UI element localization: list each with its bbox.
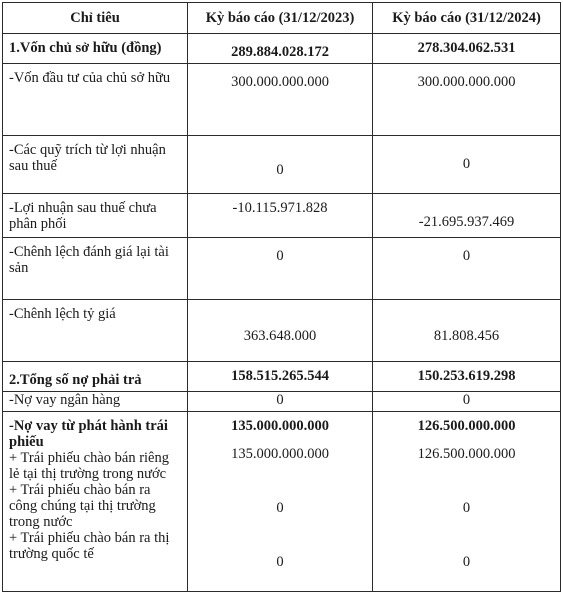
row-label-owner-equity: 1.Vốn chủ sở hữu (đồng) [3,34,188,64]
header-period-2023: Kỳ báo cáo (31/12/2023) [188,3,373,34]
row-label-exchange-diff: -Chênh lệch tỷ giá [3,300,188,362]
table-row [3,300,561,362]
bond-private-domestic-2023: 135.000.000.000 [231,446,329,462]
bond-international-2024: 0 [462,554,471,570]
cell-invested-capital-2023: 300.000.000.000 [188,64,373,136]
cell-owner-equity-2023: 289.884.028.172 [188,34,373,64]
cell-bond-debt-2024 [373,412,561,592]
header-indicator: Chỉ tiêu [3,3,188,34]
row-label-bank-loans: -Nợ vay ngân hàng [3,392,188,412]
bond-private-domestic-label: + Trái phiếu chào bán riêng lẻ tại thị trường trong nước [9,450,169,482]
cell-bank-loans-2024: 0 [373,392,561,412]
table-row [3,34,561,64]
table-row [3,136,561,194]
bond-international-2023: 0 [276,554,284,570]
cell-retained-earnings-2024: -21.695.937.469 [373,194,561,238]
cell-bank-loans-2023: 0 [188,392,373,412]
bond-debt-2023: 135.000.000.000 [231,418,329,434]
table-row [3,194,561,238]
row-label-funds-from-profit: -Các quỹ trích từ lợi nhuận sau thuế [3,136,188,194]
cell-exchange-diff-2023: 363.648.000 [188,300,373,362]
financial-table [2,2,561,592]
table-row [3,238,561,300]
cell-bond-debt-2023 [188,412,373,592]
cell-revaluation-diff-2023: 0 [188,238,373,300]
cell-total-liabilities-2024: 150.253.619.298 [373,362,561,392]
header-period-2024: Kỳ báo cáo (31/12/2024) [373,3,561,34]
bond-public-domestic-2024: 0 [462,500,471,516]
cell-total-liabilities-2023: 158.515.265.544 [188,362,373,392]
cell-exchange-diff-2024: 81.808.456 [373,300,561,362]
bond-public-domestic-2023: 0 [276,500,284,516]
cell-funds-from-profit-2024: 0 [373,136,561,194]
cell-funds-from-profit-2023: 0 [188,136,373,194]
cell-owner-equity-2024: 278.304.062.531 [373,34,561,64]
row-label-bond-debt [3,412,188,592]
table-row [3,64,561,136]
bond-public-domestic-label: + Trái phiếu chào bán ra công chúng tại thị trường trong nước [9,482,156,530]
table-row [3,362,561,392]
cell-invested-capital-2024: 300.000.000.000 [373,64,561,136]
cell-retained-earnings-2023: -10.115.971.828 [188,194,373,238]
row-label-total-liabilities: 2.Tổng số nợ phải trả [3,362,188,392]
table-row [3,392,561,412]
row-label-retained-earnings: -Lợi nhuận sau thuế chưa phân phối [3,194,188,238]
table-header-row [3,3,561,34]
bond-debt-label: -Nợ vay từ phát hành trái phiếu [9,418,168,450]
row-label-invested-capital: -Vốn đầu tư của chủ sở hữu [3,64,188,136]
bond-private-domestic-2024: 126.500.000.000 [417,446,516,462]
row-label-revaluation-diff: -Chênh lệch đánh giá lại tài sản [3,238,188,300]
cell-revaluation-diff-2024: 0 [373,238,561,300]
table-row [3,412,561,592]
bond-international-label: + Trái phiếu chào bán ra thị trường quốc tế [9,530,170,562]
bond-debt-2024: 126.500.000.000 [417,418,516,434]
